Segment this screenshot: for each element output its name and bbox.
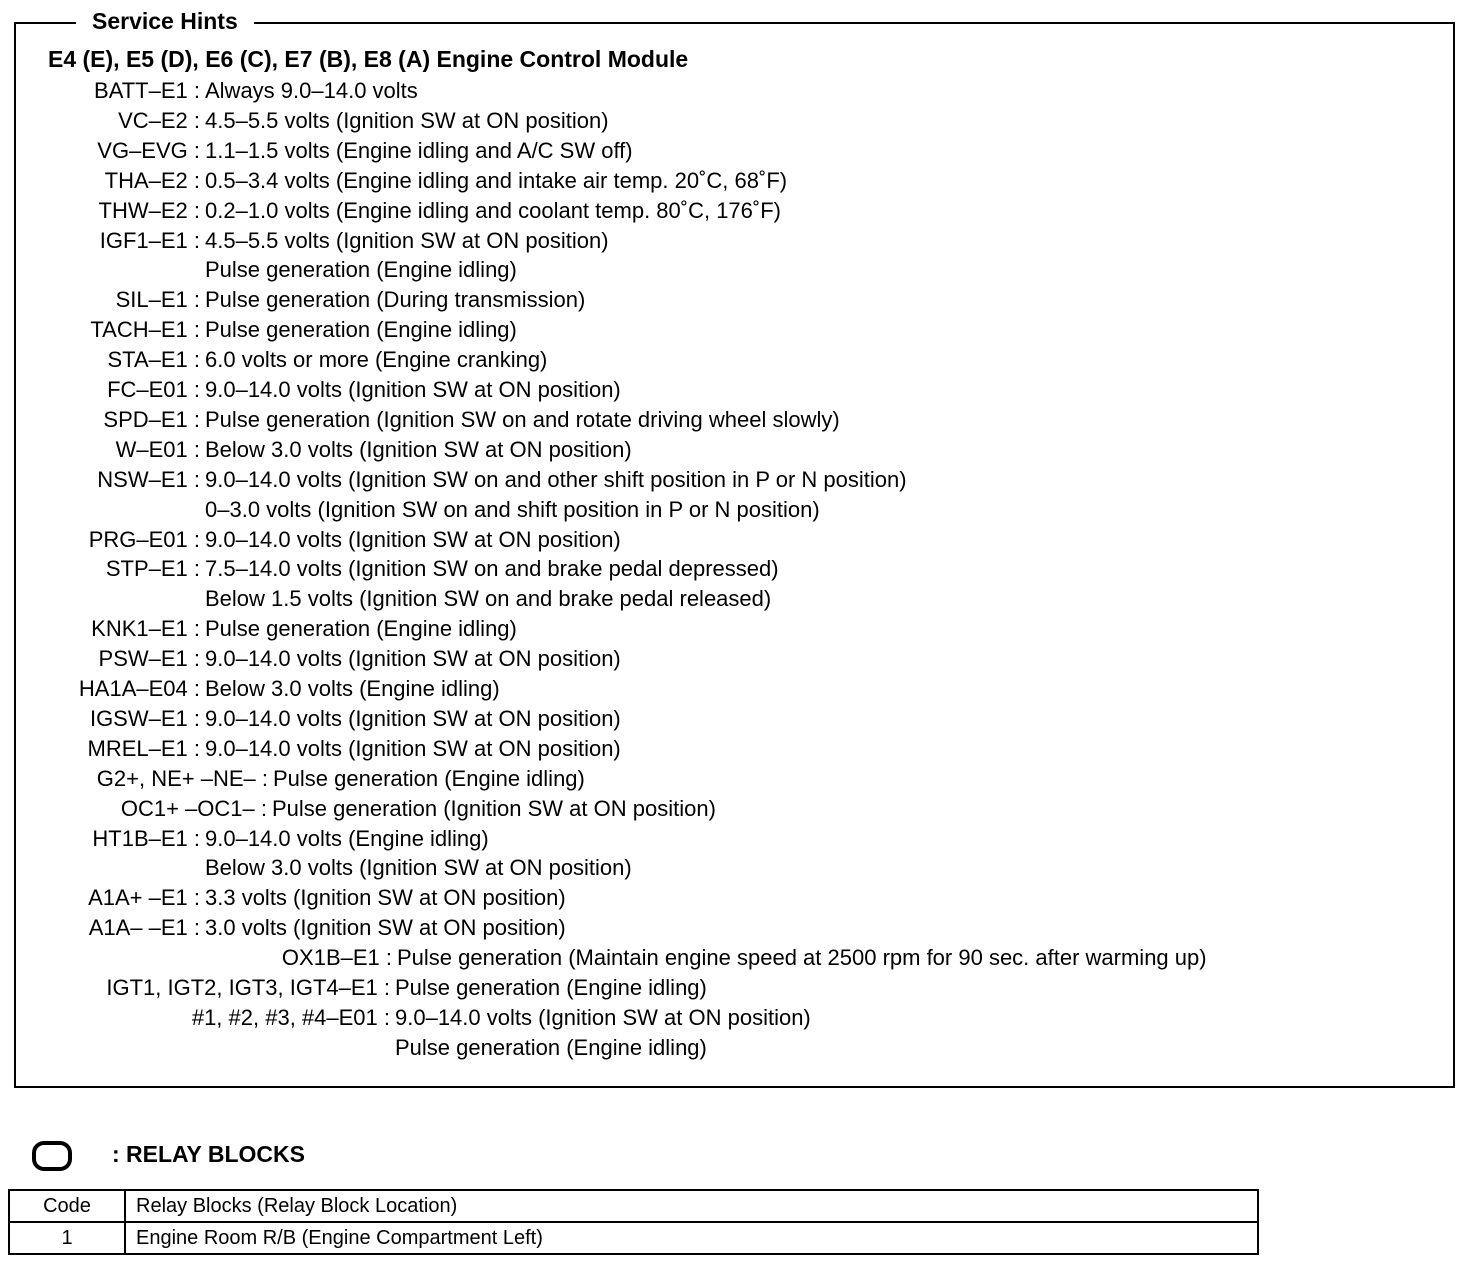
hint-term: HT1B–E1 : bbox=[92, 825, 200, 851]
hint-description: 3.0 volts (Ignition SW at ON position) bbox=[205, 915, 566, 941]
hint-description: Below 3.0 volts (Ignition SW at ON position) bbox=[205, 436, 632, 462]
hint-description: 9.0–14.0 volts (Engine idling) bbox=[205, 825, 489, 851]
table-header-location: Relay Blocks (Relay Block Location) bbox=[125, 1190, 1258, 1222]
hint-term: W–E01 : bbox=[115, 436, 200, 462]
table-cell-code: 1 bbox=[9, 1222, 125, 1254]
hint-term: PSW–E1 : bbox=[98, 646, 200, 672]
hint-description: 7.5–14.0 volts (Ignition SW on and brake pedal depressed) bbox=[205, 556, 779, 582]
hint-description: 9.0–14.0 volts (Ignition SW at ON position) bbox=[205, 526, 621, 552]
hint-term: MREL–E1 : bbox=[87, 735, 200, 761]
hint-description: Pulse generation (Maintain engine speed at 2500 rpm for 90 sec. after warming up) bbox=[397, 945, 1207, 971]
hint-term: STA–E1 : bbox=[107, 347, 200, 373]
hint-term: IGF1–E1 : bbox=[99, 227, 200, 253]
hint-term: IGSW–E1 : bbox=[89, 705, 200, 731]
hint-description: Always 9.0–14.0 volts bbox=[205, 78, 418, 103]
hint-description: 9.0–14.0 volts (Ignition SW at ON position) bbox=[205, 705, 621, 731]
hint-term: BATT–E1 : bbox=[94, 78, 200, 103]
hint-description: 1.1–1.5 volts (Engine idling and A/C SW off) bbox=[205, 137, 633, 163]
hint-term: KNK1–E1 : bbox=[91, 616, 200, 642]
hint-term: THW–E2 : bbox=[98, 197, 200, 223]
hint-description: 9.0–14.0 volts (Ignition SW at ON position) bbox=[205, 735, 621, 761]
hint-term: NSW–E1 : bbox=[97, 466, 200, 492]
hint-description: Pulse generation (Engine idling) bbox=[273, 765, 585, 791]
hint-description: Below 3.0 volts (Engine idling) bbox=[205, 676, 500, 701]
hint-term: STP–E1 : bbox=[105, 556, 200, 582]
rounded-rect-icon bbox=[32, 1141, 72, 1171]
module-title: E4 (E), E5 (D), E6 (C), E7 (B), E8 (A) Engine Control Module bbox=[48, 46, 689, 72]
hint-term: FC–E01 : bbox=[107, 377, 200, 402]
hint-description: 0.2–1.0 volts (Engine idling and coolant temp. 80˚C, 176˚F) bbox=[205, 197, 781, 223]
hint-description: 9.0–14.0 volts (Ignition SW at ON position) bbox=[205, 646, 621, 672]
hint-term: A1A+ –E1 : bbox=[88, 885, 200, 911]
hint-term: VC–E2 : bbox=[118, 107, 200, 133]
hint-term: SIL–E1 : bbox=[115, 287, 200, 313]
hint-term: PRG–E01 : bbox=[88, 526, 200, 552]
hint-description: Pulse generation (Engine idling) bbox=[395, 975, 707, 1000]
hint-description: Pulse generation (Ignition SW at ON position) bbox=[272, 795, 716, 821]
hint-description: Pulse generation (Engine idling) bbox=[205, 317, 517, 343]
table-cell-location: Engine Room R/B (Engine Compartment Left) bbox=[125, 1222, 1258, 1254]
hint-description: 3.3 volts (Ignition SW at ON position) bbox=[205, 885, 566, 911]
hint-term: THA–E2 : bbox=[104, 167, 200, 193]
hint-term: TACH–E1 : bbox=[90, 317, 200, 343]
table-row bbox=[9, 1222, 1258, 1254]
table-header-code: Code bbox=[9, 1190, 125, 1222]
hint-term: OC1+ –OC1– : bbox=[120, 795, 267, 821]
hint-term: A1A– –E1 : bbox=[88, 915, 200, 941]
relay-blocks-table bbox=[8, 1189, 1259, 1255]
hint-description: 0–3.0 volts (Ignition SW on and shift position in P or N position) bbox=[205, 496, 820, 522]
hint-description: Pulse generation (Ignition SW on and rotate driving wheel slowly) bbox=[205, 406, 840, 432]
hint-description: 9.0–14.0 volts (Ignition SW at ON position) bbox=[205, 377, 621, 402]
hint-description: 4.5–5.5 volts (Ignition SW at ON position) bbox=[205, 107, 609, 133]
hint-description: Below 1.5 volts (Ignition SW on and brake pedal released) bbox=[205, 586, 772, 612]
hint-term: G2+, NE+ –NE– : bbox=[96, 765, 268, 791]
hint-term: VG–EVG : bbox=[97, 137, 200, 163]
hint-description: Pulse generation (During transmission) bbox=[205, 287, 586, 313]
hint-term: HA1A–E04 : bbox=[78, 676, 200, 701]
hint-description: Pulse generation (Engine idling) bbox=[395, 1034, 707, 1060]
hint-term: SPD–E1 : bbox=[103, 406, 200, 432]
hint-description: Pulse generation (Engine idling) bbox=[205, 616, 517, 642]
hint-term: OX1B–E1 : bbox=[281, 945, 392, 971]
hint-description: 9.0–14.0 volts (Ignition SW at ON position) bbox=[395, 1004, 811, 1030]
relay-blocks-heading: : RELAY BLOCKS bbox=[112, 1141, 305, 1167]
hint-description: 6.0 volts or more (Engine cranking) bbox=[205, 347, 548, 373]
hint-description: 4.5–5.5 volts (Ignition SW at ON position) bbox=[205, 227, 609, 253]
hint-description: 0.5–3.4 volts (Engine idling and intake air temp. 20˚C, 68˚F) bbox=[205, 167, 788, 193]
hint-description: Below 3.0 volts (Ignition SW at ON position) bbox=[205, 855, 632, 881]
table-header-row bbox=[9, 1190, 1258, 1222]
hint-term: #1, #2, #3, #4–E01 : bbox=[191, 1004, 390, 1030]
hint-term: IGT1, IGT2, IGT3, IGT4–E1 : bbox=[106, 975, 390, 1000]
hint-description: 9.0–14.0 volts (Ignition SW on and other shift position in P or N position) bbox=[205, 466, 907, 492]
service-hints-title: Service Hints bbox=[76, 6, 254, 36]
hint-description: Pulse generation (Engine idling) bbox=[205, 257, 517, 283]
